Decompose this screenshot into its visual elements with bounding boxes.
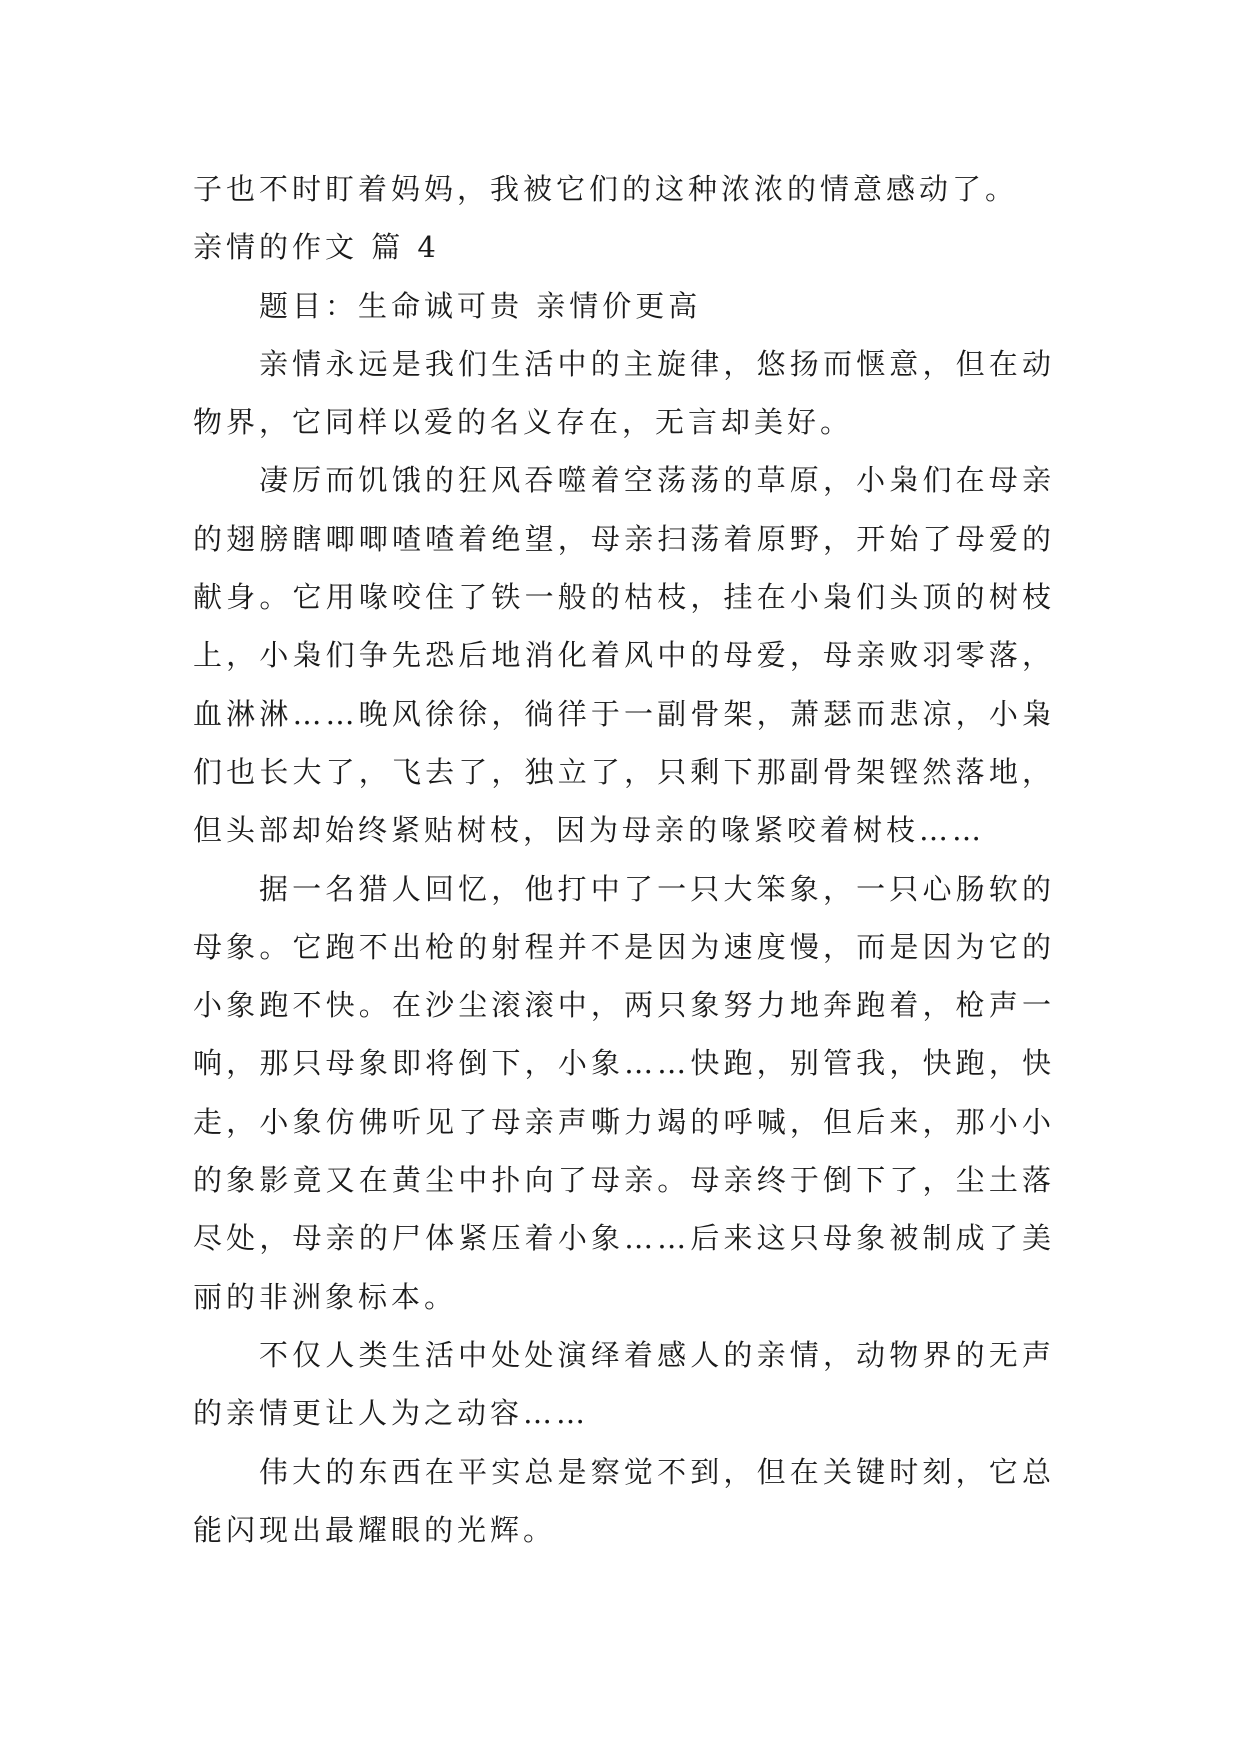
paragraph-continuation: 子也不时盯着妈妈，我被它们的这种浓浓的情意感动了。 [193,172,1019,206]
paragraph: 亲情永远是我们生活中的主旋律，悠扬而惬意，但在动物界，它同样以爱的名义存在，无言却美好。 [193,346,1055,440]
paragraph: 不仅人类生活中处处演绎着感人的亲情，动物界的无声的亲情更让人为之动容…… [193,1337,1055,1431]
paragraph: 据一名猎人回忆，他打中了一只大笨象，一只心肠软的母象。它跑不出枪的射程并不是因为速度慢，而是因为它的小象跑不快。在沙尘滚滚中，两只象努力地奔跑着，枪声一响，那只母象即将倒下，小象……快跑，别管我，快跑，快走，小象仿佛听见了母亲声嘶力竭的呼喊，但后来，那小小的象影竟又在黄尘中扑向了母亲。母亲终于倒下了，尘土落尽处，母亲的尸体紧压着小象……后来这只母象被制成了美丽的非洲象标本。 [193,871,1055,1314]
document-body [193,160,1055,1559]
section-heading: 亲情的作文 篇 4 [193,230,440,265]
essay-title: 题目：生命诚可贵 亲情价更高 [259,288,702,323]
paragraph: 伟大的东西在平实总是察觉不到，但在关键时刻，它总能闪现出最耀眼的光辉。 [193,1454,1055,1547]
paragraph: 凄厉而饥饿的狂风吞噬着空荡荡的草原，小枭们在母亲的翅膀瞎唧唧喳喳着绝望，母亲扫荡着原野，开始了母爱的献身。它用喙咬住了铁一般的枯枝，挂在小枭们头顶的树枝上，小枭们争先恐后地消化着风中的母爱，母亲败羽零落，血淋淋……晚风徐徐，徜徉于一副骨架，萧瑟而悲凉，小枭们也长大了，飞去了，独立了，只剩下那副骨架铿然落地，但头部却始终紧贴树枝，因为母亲的喙紧咬着树枝…… [193,463,1055,848]
